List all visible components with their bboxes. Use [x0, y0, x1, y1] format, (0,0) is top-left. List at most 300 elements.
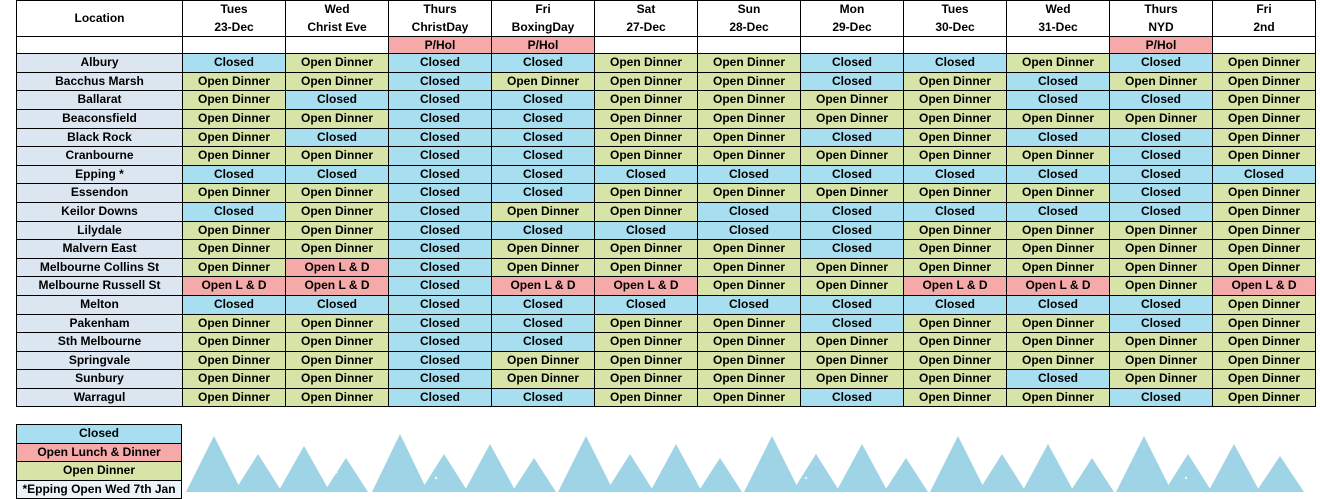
status-cell: Open Dinner	[698, 314, 801, 333]
status-cell: Open Dinner	[1007, 258, 1110, 277]
table-row	[17, 388, 1316, 407]
column-header-location: Location	[17, 1, 183, 37]
status-cell: Open Dinner	[595, 388, 698, 407]
status-cell: Open Dinner	[1110, 277, 1213, 296]
status-cell: Closed	[698, 165, 801, 184]
status-cell: Open Dinner	[698, 240, 801, 259]
column-header-day-0	[183, 1, 286, 37]
status-cell: Open L & D	[904, 277, 1007, 296]
day-name-3: Fri	[535, 2, 551, 16]
day-date-9: NYD	[1148, 19, 1174, 34]
day-date-1: Christ Eve	[307, 19, 367, 34]
status-cell: Open Dinner	[904, 91, 1007, 110]
status-cell: Open Dinner	[698, 128, 801, 147]
day-date-6: 29-Dec	[832, 19, 872, 34]
status-cell: Open Dinner	[183, 388, 286, 407]
status-cell: Closed	[801, 240, 904, 259]
status-cell: Open Dinner	[1213, 202, 1316, 221]
status-cell: Open Dinner	[1007, 109, 1110, 128]
status-cell: Open Dinner	[698, 147, 801, 166]
status-cell: Open Dinner	[904, 240, 1007, 259]
status-cell: Open Dinner	[595, 240, 698, 259]
status-cell: Closed	[286, 91, 389, 110]
location-cell: Melbourne Collins St	[17, 258, 183, 277]
status-cell: Open Dinner	[1213, 221, 1316, 240]
triangle-pattern-icon	[186, 420, 1306, 492]
status-cell: Closed	[286, 165, 389, 184]
table-row	[17, 202, 1316, 221]
status-cell: Open Dinner	[904, 109, 1007, 128]
status-cell: Open Dinner	[698, 72, 801, 91]
location-cell: Albury	[17, 54, 183, 73]
status-cell: Open Dinner	[595, 258, 698, 277]
status-cell: Open Dinner	[492, 240, 595, 259]
status-cell: Open Dinner	[698, 277, 801, 296]
status-cell: Closed	[492, 128, 595, 147]
status-cell: Closed	[492, 91, 595, 110]
location-cell: Sunbury	[17, 370, 183, 389]
table-body	[17, 54, 1316, 407]
status-cell: Closed	[389, 72, 492, 91]
status-cell: Open Dinner	[1007, 147, 1110, 166]
status-cell: Open Dinner	[1213, 128, 1316, 147]
status-cell: Open Dinner	[1213, 72, 1316, 91]
status-cell: Open Dinner	[595, 351, 698, 370]
status-cell: Open Dinner	[1213, 91, 1316, 110]
status-cell: Open Dinner	[183, 128, 286, 147]
status-cell: Closed	[389, 295, 492, 314]
status-cell: Closed	[801, 314, 904, 333]
column-header-day-2	[389, 1, 492, 37]
location-cell: Lilydale	[17, 221, 183, 240]
status-cell: Closed	[904, 165, 1007, 184]
status-cell: Open Dinner	[183, 240, 286, 259]
status-cell: Closed	[389, 351, 492, 370]
day-name-10: Fri	[1256, 2, 1272, 16]
status-cell: Open Dinner	[595, 128, 698, 147]
phol-cell-5	[698, 37, 801, 54]
day-name-2: Thurs	[423, 2, 457, 16]
day-name-4: Sat	[636, 2, 656, 16]
status-cell: Closed	[389, 91, 492, 110]
day-name-0: Tues	[220, 2, 248, 16]
phol-cell-9: P/Hol	[1110, 37, 1213, 54]
status-cell: Open Dinner	[183, 370, 286, 389]
status-cell: Closed	[492, 109, 595, 128]
phol-cell-6	[801, 37, 904, 54]
location-cell: Pakenham	[17, 314, 183, 333]
status-cell: Closed	[801, 72, 904, 91]
status-cell: Open Dinner	[1213, 370, 1316, 389]
status-cell: Closed	[492, 333, 595, 352]
day-date-5: 28-Dec	[729, 19, 769, 34]
status-cell: Open Dinner	[801, 351, 904, 370]
status-cell: Closed	[286, 295, 389, 314]
status-cell: Closed	[801, 202, 904, 221]
status-cell: Closed	[1110, 314, 1213, 333]
status-cell: Closed	[698, 295, 801, 314]
status-cell: Closed	[904, 295, 1007, 314]
legend-dinner: Open Dinner	[16, 461, 182, 480]
status-cell: Open Dinner	[1213, 333, 1316, 352]
status-cell: Open Dinner	[1213, 314, 1316, 333]
status-cell: Closed	[1110, 91, 1213, 110]
status-cell: Closed	[389, 109, 492, 128]
location-cell: Essendon	[17, 184, 183, 203]
table-row	[17, 277, 1316, 296]
status-cell: Open Dinner	[801, 277, 904, 296]
status-cell: Open Dinner	[904, 221, 1007, 240]
status-cell: Open Dinner	[698, 351, 801, 370]
status-cell: Closed	[389, 277, 492, 296]
status-cell: Closed	[1110, 184, 1213, 203]
status-cell: Open Dinner	[1007, 351, 1110, 370]
status-cell: Closed	[183, 54, 286, 73]
status-cell: Open Dinner	[904, 184, 1007, 203]
status-cell: Closed	[1110, 128, 1213, 147]
status-cell: Open Dinner	[286, 370, 389, 389]
status-cell: Closed	[183, 295, 286, 314]
status-cell: Open Dinner	[183, 314, 286, 333]
status-cell: Open Dinner	[801, 147, 904, 166]
location-cell: Keilor Downs	[17, 202, 183, 221]
status-cell: Open Dinner	[595, 202, 698, 221]
status-cell: Open Dinner	[492, 202, 595, 221]
status-cell: Closed	[801, 54, 904, 73]
status-cell: Open Dinner	[1213, 240, 1316, 259]
table-row	[17, 109, 1316, 128]
status-cell: Closed	[389, 314, 492, 333]
day-name-1: Wed	[324, 2, 350, 16]
status-cell: Open Dinner	[595, 370, 698, 389]
status-cell: Closed	[1110, 54, 1213, 73]
status-cell: Closed	[1110, 202, 1213, 221]
status-cell: Open Dinner	[286, 351, 389, 370]
status-cell: Open Dinner	[904, 388, 1007, 407]
status-cell: Closed	[492, 295, 595, 314]
status-cell: Closed	[389, 202, 492, 221]
day-name-6: Mon	[839, 2, 865, 16]
status-cell: Open Dinner	[286, 109, 389, 128]
status-cell: Closed	[595, 295, 698, 314]
status-cell: Closed	[389, 221, 492, 240]
status-cell: Open Dinner	[1007, 333, 1110, 352]
table-row	[17, 295, 1316, 314]
status-cell: Closed	[286, 128, 389, 147]
column-header-day-8	[1007, 1, 1110, 37]
table-row	[17, 333, 1316, 352]
status-cell: Closed	[801, 295, 904, 314]
phol-cell-1	[286, 37, 389, 54]
public-holiday-row	[17, 37, 1316, 54]
status-cell: Open Dinner	[698, 388, 801, 407]
location-cell: Melbourne Russell St	[17, 277, 183, 296]
status-cell: Open Dinner	[904, 128, 1007, 147]
status-cell: Closed	[1007, 91, 1110, 110]
table-row	[17, 314, 1316, 333]
status-cell: Open Dinner	[286, 54, 389, 73]
status-cell: Open Dinner	[1007, 388, 1110, 407]
status-cell: Closed	[1007, 370, 1110, 389]
status-cell: Closed	[492, 147, 595, 166]
status-cell: Closed	[492, 388, 595, 407]
status-cell: Open Dinner	[1007, 240, 1110, 259]
status-cell: Open Dinner	[1213, 258, 1316, 277]
status-cell: Open Dinner	[183, 91, 286, 110]
status-cell: Closed	[1007, 202, 1110, 221]
status-cell: Open Dinner	[698, 370, 801, 389]
status-cell: Closed	[183, 202, 286, 221]
status-cell: Closed	[904, 54, 1007, 73]
status-cell: Open Dinner	[1213, 54, 1316, 73]
status-cell: Closed	[492, 221, 595, 240]
status-cell: Open Dinner	[492, 351, 595, 370]
location-cell: Cranbourne	[17, 147, 183, 166]
status-cell: Open Dinner	[1213, 109, 1316, 128]
phol-cell-10	[1213, 37, 1316, 54]
status-cell: Open Dinner	[1110, 333, 1213, 352]
status-cell: Open Dinner	[904, 258, 1007, 277]
status-cell: Closed	[595, 221, 698, 240]
status-cell: Closed	[389, 388, 492, 407]
status-cell: Closed	[1007, 165, 1110, 184]
status-cell: Closed	[389, 54, 492, 73]
status-cell: Open Dinner	[1007, 314, 1110, 333]
table-row	[17, 128, 1316, 147]
status-cell: Open Dinner	[904, 314, 1007, 333]
location-cell: Epping *	[17, 165, 183, 184]
phol-cell-2: P/Hol	[389, 37, 492, 54]
day-name-7: Tues	[941, 2, 969, 16]
status-cell: Open Dinner	[286, 147, 389, 166]
table-row	[17, 240, 1316, 259]
location-cell: Ballarat	[17, 91, 183, 110]
day-date-0: 23-Dec	[214, 19, 254, 34]
header-row	[17, 1, 1316, 37]
status-cell: Open Dinner	[492, 72, 595, 91]
status-cell: Open Dinner	[904, 147, 1007, 166]
status-cell: Open Dinner	[698, 91, 801, 110]
status-cell: Open Dinner	[492, 258, 595, 277]
status-cell: Open Dinner	[1213, 184, 1316, 203]
status-cell: Closed	[492, 165, 595, 184]
status-cell: Open Dinner	[801, 333, 904, 352]
day-name-5: Sun	[737, 2, 761, 16]
status-cell: Open Dinner	[595, 54, 698, 73]
status-cell: Open Dinner	[183, 221, 286, 240]
table-row	[17, 72, 1316, 91]
status-cell: Open Dinner	[801, 91, 904, 110]
status-cell: Open Dinner	[1007, 221, 1110, 240]
status-cell: Closed	[698, 221, 801, 240]
phol-cell-3: P/Hol	[492, 37, 595, 54]
day-name-8: Wed	[1045, 2, 1071, 16]
status-cell: Open Dinner	[492, 370, 595, 389]
column-header-day-9	[1110, 1, 1213, 37]
location-cell: Malvern East	[17, 240, 183, 259]
status-cell: Closed	[1110, 295, 1213, 314]
status-cell: Open Dinner	[1110, 72, 1213, 91]
status-cell: Open L & D	[1213, 277, 1316, 296]
phol-cell-4	[595, 37, 698, 54]
status-cell: Open Dinner	[183, 184, 286, 203]
phol-cell-0	[183, 37, 286, 54]
status-cell: Open L & D	[1007, 277, 1110, 296]
status-cell: Open Dinner	[1110, 370, 1213, 389]
status-cell: Closed	[389, 165, 492, 184]
status-cell: Open Dinner	[698, 109, 801, 128]
status-cell: Closed	[389, 240, 492, 259]
status-cell: Closed	[389, 370, 492, 389]
status-cell: Closed	[389, 258, 492, 277]
phol-cell-8	[1007, 37, 1110, 54]
status-cell: Open Dinner	[1213, 295, 1316, 314]
legend-lunch-dinner: Open Lunch & Dinner	[16, 443, 182, 462]
status-cell: Open Dinner	[801, 184, 904, 203]
column-header-day-3	[492, 1, 595, 37]
status-cell: Open Dinner	[595, 109, 698, 128]
day-date-7: 30-Dec	[935, 19, 975, 34]
status-cell: Open Dinner	[1110, 258, 1213, 277]
status-cell: Open Dinner	[286, 333, 389, 352]
status-cell: Closed	[1007, 295, 1110, 314]
status-cell: Open Dinner	[698, 258, 801, 277]
status-cell: Open Dinner	[286, 314, 389, 333]
table-row	[17, 258, 1316, 277]
status-cell: Open Dinner	[595, 184, 698, 203]
status-cell: Open Dinner	[183, 72, 286, 91]
table-row	[17, 147, 1316, 166]
status-cell: Open Dinner	[183, 351, 286, 370]
table-row	[17, 351, 1316, 370]
status-cell: Closed	[904, 202, 1007, 221]
legend-closed: Closed	[16, 424, 182, 443]
status-cell: Open Dinner	[595, 147, 698, 166]
status-cell: Closed	[1110, 147, 1213, 166]
phol-cell-7	[904, 37, 1007, 54]
status-cell: Closed	[1213, 165, 1316, 184]
status-cell: Closed	[1110, 388, 1213, 407]
status-cell: Closed	[698, 202, 801, 221]
phol-location-blank	[17, 37, 183, 54]
status-cell: Open Dinner	[595, 72, 698, 91]
status-cell: Open Dinner	[801, 258, 904, 277]
location-cell: Melton	[17, 295, 183, 314]
status-cell: Open Dinner	[286, 388, 389, 407]
day-date-8: 31-Dec	[1038, 19, 1078, 34]
status-cell: Closed	[389, 147, 492, 166]
status-cell: Closed	[389, 128, 492, 147]
status-cell: Open Dinner	[1213, 351, 1316, 370]
status-cell: Closed	[801, 128, 904, 147]
location-cell: Sth Melbourne	[17, 333, 183, 352]
location-cell: Bacchus Marsh	[17, 72, 183, 91]
status-cell: Open Dinner	[286, 221, 389, 240]
status-cell: Open Dinner	[286, 184, 389, 203]
status-cell: Open L & D	[286, 258, 389, 277]
status-cell: Closed	[492, 314, 595, 333]
day-date-3: BoxingDay	[511, 19, 575, 34]
status-cell: Open Dinner	[904, 333, 1007, 352]
table-row	[17, 165, 1316, 184]
status-cell: Open Dinner	[1213, 147, 1316, 166]
status-cell: Open Dinner	[904, 370, 1007, 389]
status-cell: Open Dinner	[1007, 184, 1110, 203]
status-cell: Open Dinner	[698, 333, 801, 352]
column-header-day-10	[1213, 1, 1316, 37]
status-cell: Closed	[492, 184, 595, 203]
table-row	[17, 221, 1316, 240]
status-cell: Open Dinner	[801, 370, 904, 389]
status-cell: Open Dinner	[183, 258, 286, 277]
day-name-9: Thurs	[1144, 2, 1178, 16]
status-cell: Open Dinner	[801, 109, 904, 128]
status-cell: Open Dinner	[595, 314, 698, 333]
status-cell: Closed	[1007, 128, 1110, 147]
location-cell: Springvale	[17, 351, 183, 370]
status-cell: Open Dinner	[698, 184, 801, 203]
status-cell: Closed	[801, 165, 904, 184]
table-row	[17, 54, 1316, 73]
status-cell: Closed	[801, 388, 904, 407]
decorative-triangle-band	[186, 420, 1306, 492]
day-date-10: 2nd	[1253, 19, 1275, 34]
table-row	[17, 370, 1316, 389]
status-cell: Closed	[389, 333, 492, 352]
status-cell: Open Dinner	[183, 147, 286, 166]
column-header-day-5	[698, 1, 801, 37]
status-cell: Closed	[1110, 165, 1213, 184]
column-header-day-1	[286, 1, 389, 37]
table-row	[17, 91, 1316, 110]
status-cell: Open Dinner	[1110, 221, 1213, 240]
status-cell: Closed	[389, 184, 492, 203]
day-date-4: 27-Dec	[626, 19, 666, 34]
status-cell: Open Dinner	[1110, 109, 1213, 128]
status-cell: Open L & D	[595, 277, 698, 296]
status-cell: Open Dinner	[904, 72, 1007, 91]
status-cell: Open Dinner	[1110, 351, 1213, 370]
status-cell: Closed	[492, 54, 595, 73]
status-cell: Open L & D	[286, 277, 389, 296]
column-header-day-6	[801, 1, 904, 37]
status-cell: Open Dinner	[286, 202, 389, 221]
status-cell: Open Dinner	[595, 91, 698, 110]
status-cell: Open Dinner	[595, 333, 698, 352]
status-cell: Open Dinner	[183, 109, 286, 128]
table-head	[17, 1, 1316, 54]
status-cell: Open Dinner	[698, 54, 801, 73]
status-cell: Open Dinner	[286, 72, 389, 91]
table-row	[17, 184, 1316, 203]
status-cell: Closed	[801, 221, 904, 240]
status-cell: Open Dinner	[286, 240, 389, 259]
legend-note: *Epping Open Wed 7th Jan	[16, 480, 182, 499]
status-cell: Open Dinner	[1007, 54, 1110, 73]
column-header-day-7	[904, 1, 1007, 37]
status-cell: Open L & D	[492, 277, 595, 296]
status-cell: Closed	[1007, 72, 1110, 91]
status-cell: Open Dinner	[1213, 388, 1316, 407]
status-cell: Open Dinner	[904, 351, 1007, 370]
status-cell: Closed	[183, 165, 286, 184]
status-cell: Open Dinner	[183, 333, 286, 352]
status-cell: Open L & D	[183, 277, 286, 296]
status-cell: Closed	[595, 165, 698, 184]
status-cell: Open Dinner	[1110, 240, 1213, 259]
column-header-day-4	[595, 1, 698, 37]
location-cell: Black Rock	[17, 128, 183, 147]
